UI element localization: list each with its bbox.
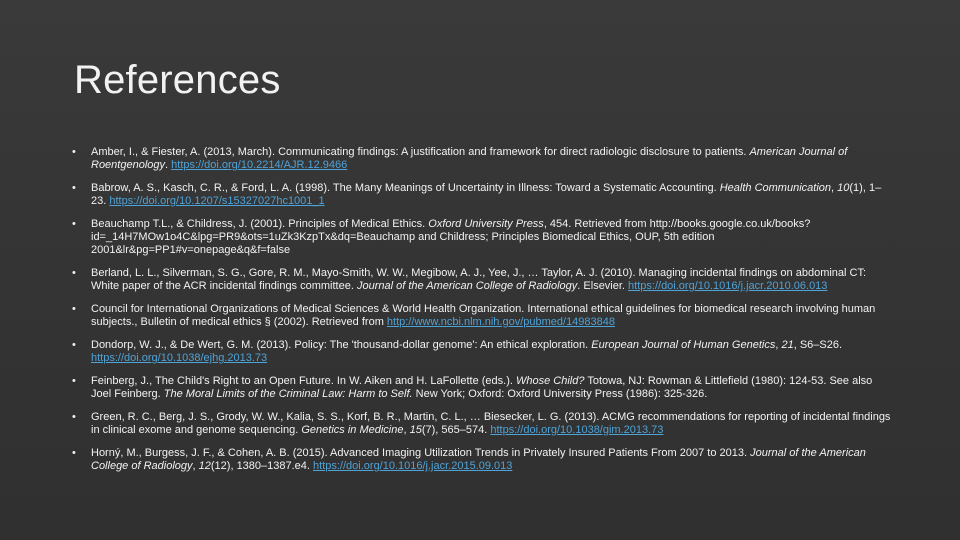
bullet: •	[72, 218, 76, 230]
italic-text: Journal of the American College of Radiology	[356, 280, 578, 292]
bullet: •	[72, 411, 76, 423]
text-run: ,	[403, 424, 410, 436]
reference-list	[72, 146, 892, 483]
text-run: (12), 1380–1387.e4.	[210, 460, 314, 472]
text-run: Berland, L. L., Silverman, S. G., Gore, R. M., Mayo-Smith, W. W., Megibow, A. J., Yee, J., … Taylor, A. J. (2010). Managing incidental findings on abdominal CT: White paper of the ACR incidental findings committee.	[91, 267, 867, 292]
reference-item	[72, 218, 892, 257]
reference-item	[72, 411, 892, 437]
text-run: ,	[831, 182, 838, 194]
italic-text: Health Communication	[719, 182, 832, 194]
doi-link[interactable]: https://doi.org/10.1038/ejhg.2013.73	[91, 352, 268, 364]
bullet: •	[72, 339, 76, 351]
text-run: Horný, M., Burgess, J. F., & Cohen, A. B. (2015). Advanced Imaging Utilization Trends in Privately Insured Patients From 2007 to 2013.	[91, 447, 751, 459]
text-run: Beauchamp T.L., & Childress, J. (2001). Principles of Medical Ethics.	[91, 218, 429, 230]
text-run: ,	[775, 339, 782, 351]
italic-text: Journal of the American College of Radiology	[91, 447, 866, 472]
bullet: •	[72, 375, 76, 387]
text-run: Amber, I., & Fiester, A. (2013, March). Communicating findings: A justification and framework for direct radiologic disclosure to patients.	[91, 146, 750, 158]
text-run: Green, R. C., Berg, J. S., Grody, W. W., Kalia, S. S., Korf, B. R., Martin, C. L., … Biesecker, L. G. (2013). ACMG recommendations for reporting of incidental findings in clinical exome and genome sequencing.	[91, 411, 891, 436]
bullet: •	[72, 447, 76, 459]
reference-item	[72, 375, 892, 401]
reference-item	[72, 182, 892, 208]
text-run: Babrow, A. S., Kasch, C. R., & Ford, L. A. (1998). The Many Meanings of Uncertainty in Illness: Toward a Systematic Accounting.	[91, 182, 720, 194]
text-run: . Elsevier.	[577, 280, 629, 292]
reference-text	[91, 411, 890, 436]
text-run: New York; Oxford: Oxford University Press (1986): 325-326.	[412, 388, 708, 400]
reference-text	[91, 182, 881, 207]
doi-link[interactable]: https://doi.org/10.1038/gim.2013.73	[490, 424, 664, 436]
doi-link[interactable]: https://doi.org/10.1016/j.jacr.2015.09.013	[313, 460, 513, 472]
bullet: •	[72, 182, 76, 194]
bullet: •	[72, 146, 76, 158]
bullet: •	[72, 267, 76, 279]
doi-link[interactable]: https://doi.org/10.2214/AJR.12.9466	[171, 159, 348, 171]
text-run: (1), 1–23.	[91, 182, 882, 207]
bullet: •	[72, 303, 76, 315]
reference-item	[72, 303, 892, 329]
reference-item	[72, 146, 892, 172]
italic-text: Genetics in Medicine	[301, 424, 404, 436]
text-run: .	[165, 159, 172, 171]
slide-title: References	[74, 58, 281, 102]
italic-text: American Journal of Roentgenology	[91, 146, 848, 171]
reference-text	[91, 146, 847, 171]
text-run: (7), 565–574.	[421, 424, 491, 436]
text-run: Feinberg, J., The Child's Right to an Open Future. In W. Aiken and H. LaFollette (eds.).	[91, 375, 516, 387]
reference-text	[91, 267, 866, 292]
reference-text	[91, 303, 875, 328]
doi-link[interactable]: https://doi.org/10.1016/j.jacr.2010.06.013	[628, 280, 828, 292]
reference-text	[91, 218, 810, 256]
italic-text: Oxford University Press	[428, 218, 544, 230]
italic-text: European Journal of Human Genetics	[591, 339, 776, 351]
reference-item	[72, 447, 892, 473]
italic-text: Whose Child?	[516, 375, 585, 387]
italic-text: 21	[781, 339, 794, 351]
reference-item	[72, 267, 892, 293]
reference-text	[91, 447, 866, 472]
text-run: Dondorp, W. J., & De Wert, G. M. (2013). Policy: The 'thousand-dollar genome': An ethical exploration.	[91, 339, 592, 351]
reference-item	[72, 339, 892, 365]
italic-text: 10	[837, 182, 850, 194]
italic-text: 12	[198, 460, 211, 472]
reference-text	[91, 375, 872, 400]
doi-link[interactable]: http://www.ncbi.nlm.nih.gov/pubmed/14983848	[386, 316, 616, 328]
text-run: , 454. Retrieved from http://books.google.co.uk/books?id=_14H7MOw1o4C&lpg=PR9&ots=1uZk3KzpTx&dq=Beauchamp and Childress; Principles Biomedical Ethics, OUP, 5th edition 2001&lr&pg=PP1#v=onepage&q&f=false	[91, 218, 811, 256]
doi-link[interactable]: https://doi.org/10.1207/s15327027hc1001_1	[109, 195, 325, 207]
text-run: ,	[192, 460, 199, 472]
italic-text: 15	[409, 424, 422, 436]
text-run: Totowa, NJ: Rowman & Littlefield (1980): 124-53. See also Joel Feinberg.	[91, 375, 873, 400]
text-run: Council for International Organizations of Medical Sciences & World Health Organization. International ethical guidelines for biomedical research involving human subjects., Bulletin of medical ethics § (2002). Retrieved from	[91, 303, 876, 328]
reference-text	[91, 339, 842, 364]
text-run: , S6–S26.	[793, 339, 843, 351]
italic-text: The Moral Limits of the Criminal Law: Harm to Self.	[163, 388, 413, 400]
